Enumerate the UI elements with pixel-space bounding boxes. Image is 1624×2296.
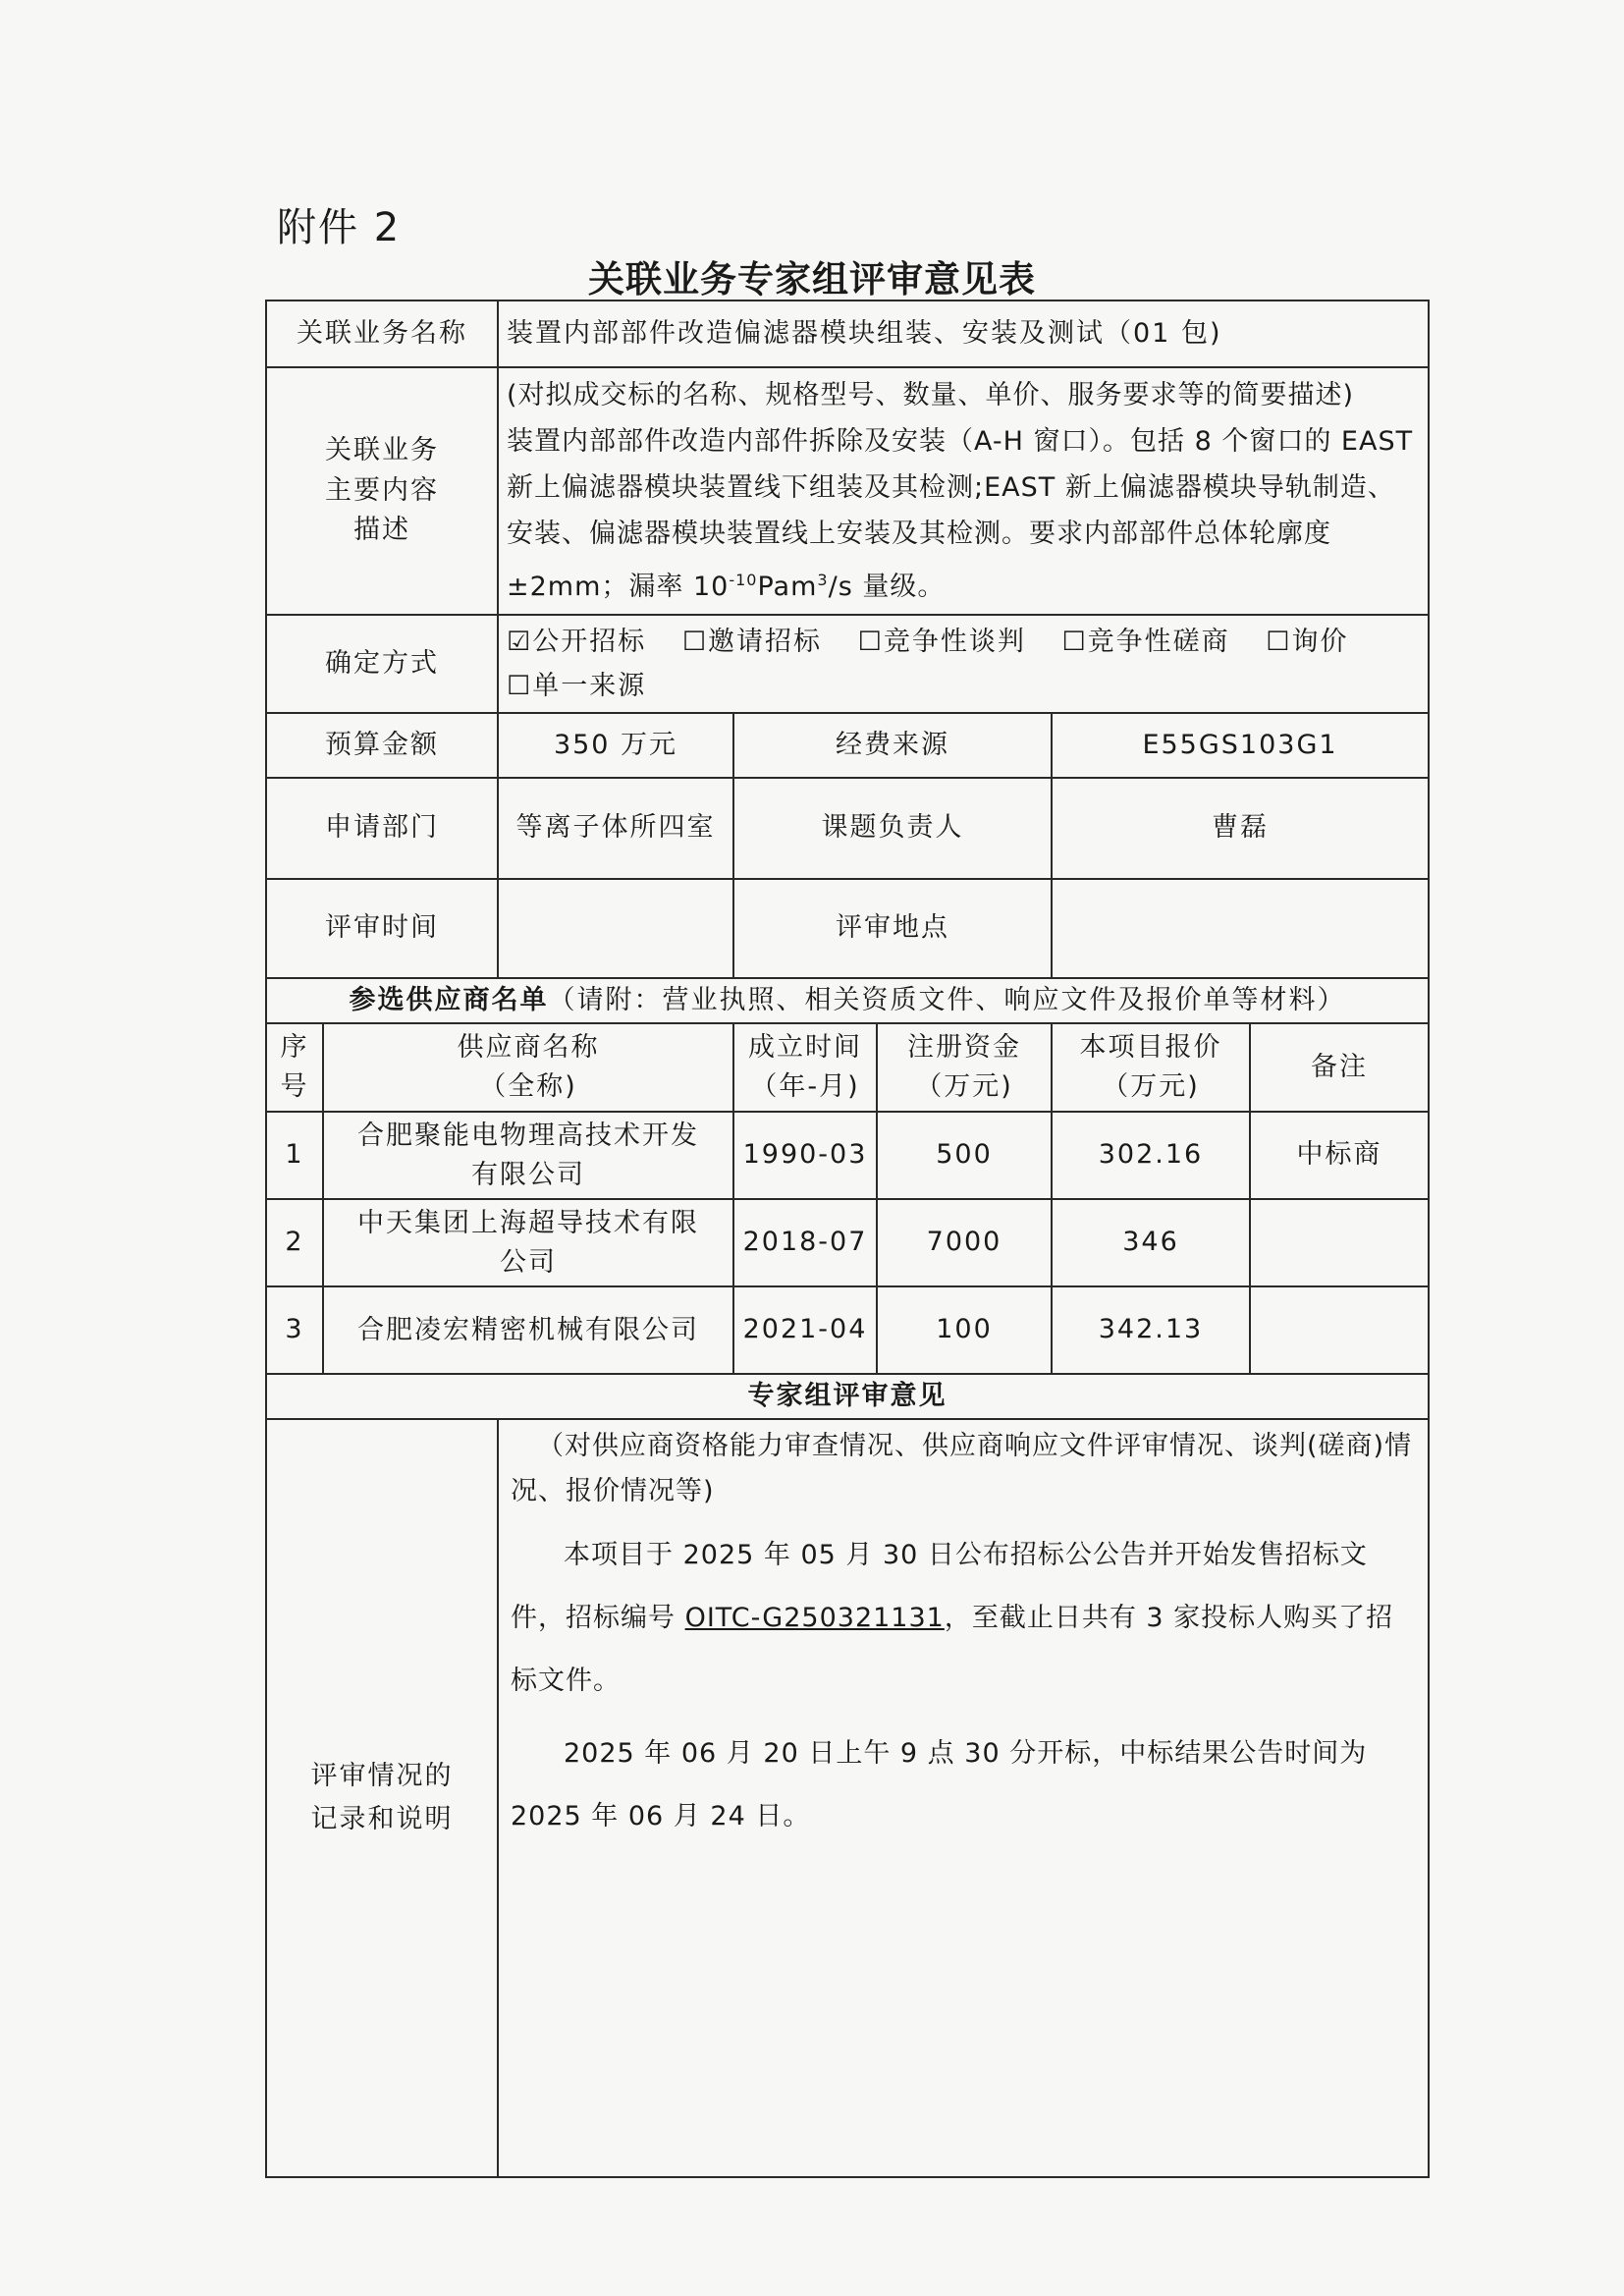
department-value: 等离子体所四室 — [498, 778, 733, 879]
method-option-single-source[interactable]: ☐单一来源 — [507, 664, 646, 708]
business-name-row — [266, 301, 1429, 367]
supplier-name: 中天集团上海超导技术有限公司 — [323, 1199, 733, 1286]
method-option-invite[interactable]: ☐邀请招标 — [682, 620, 822, 664]
department-label: 申请部门 — [266, 778, 498, 879]
business-name-label: 关联业务名称 — [266, 301, 498, 367]
checkbox-empty-icon: ☐ — [507, 671, 533, 701]
method-option-inquiry[interactable]: ☐询价 — [1266, 620, 1348, 664]
supplier-name: 合肥聚能电物理高技术开发有限公司 — [323, 1112, 733, 1199]
checkbox-empty-icon: ☐ — [681, 627, 709, 657]
content-label: 关联业务主要内容描述 — [266, 367, 498, 615]
col-header-founded: 成立时间 （年-月) — [733, 1023, 877, 1112]
funding-label: 经费来源 — [733, 713, 1052, 778]
leader-value: 曹磊 — [1052, 778, 1429, 879]
col-header-remark: 备注 — [1250, 1023, 1429, 1112]
budget-row — [266, 713, 1429, 778]
supplier-founded: 1990-03 — [733, 1112, 877, 1199]
method-row — [266, 615, 1429, 713]
method-label: 确定方式 — [266, 615, 498, 713]
supplier-capital: 7000 — [877, 1199, 1052, 1286]
table-row — [266, 1199, 1429, 1286]
content-description — [498, 367, 1429, 615]
supplier-founded: 2018-07 — [733, 1199, 877, 1286]
opinion-label: 评审情况的记录和说明 — [266, 1419, 498, 2177]
content-row — [266, 367, 1429, 615]
supplier-remark: 中标商 — [1250, 1112, 1429, 1199]
checkbox-empty-icon: ☐ — [1266, 627, 1292, 657]
opinion-paragraph-2: 2025 年 06 月 20 日上午 9 点 30 分开标，中标结果公告时间为 2025 年 06 月 24 日。 — [511, 1738, 1368, 1831]
col-header-name: 供应商名称 （全称) — [323, 1023, 733, 1112]
supplier-no: 2 — [266, 1199, 323, 1286]
opinion-paragraph-1: 本项目于 2025 年 05 月 30 日公布招标公公告并开始发售招标文件，招标编号 OITC-G250321131，至截止日共有 3 家投标人购买了招标文件。 — [511, 1540, 1394, 1696]
table-row — [266, 1286, 1429, 1374]
checkbox-checked-icon: ☑ — [507, 627, 533, 657]
business-name-value: 装置内部部件改造偏滤器模块组装、安装及测试（01 包) — [498, 301, 1429, 367]
document-title: 关联业务专家组评审意见表 — [588, 258, 1036, 301]
opinion-section-title: 专家组评审意见 — [266, 1374, 1429, 1419]
supplier-remark — [1250, 1286, 1429, 1374]
col-header-quote: 本项目报价 （万元) — [1052, 1023, 1250, 1112]
supplier-quote: 302.16 — [1052, 1112, 1250, 1199]
supplier-capital: 100 — [877, 1286, 1052, 1374]
supplier-no: 3 — [266, 1286, 323, 1374]
supplier-section-title: 参选供应商名单 — [349, 985, 549, 1015]
method-option-negotiation[interactable]: ☐竞争性谈判 — [858, 620, 1026, 664]
supplier-name: 合肥凌宏精密机械有限公司 — [323, 1286, 733, 1374]
opinion-row — [266, 1419, 1429, 2177]
review-time-label: 评审时间 — [266, 879, 498, 978]
review-place-label: 评审地点 — [733, 879, 1052, 978]
supplier-header-row — [266, 1023, 1429, 1112]
opinion-hint: （对供应商资格能力审查情况、供应商响应文件评审情况、谈判(磋商)情况、报价情况等) — [511, 1431, 1413, 1506]
supplier-capital: 500 — [877, 1112, 1052, 1199]
funding-value: E55GS103G1 — [1052, 713, 1429, 778]
supplier-section-note: （请附：营业执照、相关资质文件、响应文件及报价单等材料） — [548, 985, 1346, 1015]
annex-label: 附件 2 — [277, 205, 402, 250]
checkbox-empty-icon: ☐ — [1061, 627, 1088, 657]
method-option-public[interactable]: ☑公开招标 — [507, 620, 646, 664]
method-options — [498, 615, 1429, 713]
col-header-capital: 注册资金 （万元) — [877, 1023, 1052, 1112]
opinion-section-row — [266, 1374, 1429, 1419]
supplier-quote: 346 — [1052, 1199, 1250, 1286]
review-time-row — [266, 879, 1429, 978]
table-row — [266, 1112, 1429, 1199]
supplier-no: 1 — [266, 1112, 323, 1199]
department-row — [266, 778, 1429, 879]
supplier-section-heading — [266, 978, 1429, 1023]
supplier-remark — [1250, 1199, 1429, 1286]
col-header-no: 序号 — [266, 1023, 323, 1112]
checkbox-empty-icon: ☐ — [857, 627, 884, 657]
supplier-section-row — [266, 978, 1429, 1023]
method-option-consultation[interactable]: ☐竞争性磋商 — [1061, 620, 1229, 664]
review-form-table — [265, 300, 1430, 2178]
content-hint: (对拟成交标的名称、规格型号、数量、单价、服务要求等的简要描述) — [507, 380, 1355, 410]
budget-label: 预算金额 — [266, 713, 498, 778]
supplier-founded: 2021-04 — [733, 1286, 877, 1374]
content-text: 装置内部部件改造内部件拆除及安装（A-H 窗口）。包括 8 个窗口的 EAST 新上偏滤器模块装置线下组装及其检测;EAST 新上偏滤器模块导轨制造、安装、偏滤器模块装置线上安装及其检测。要求内部部件总体轮廓度±2mm；漏率 $10^{-10}Pam^3/s$ 量级。 — [507, 426, 1414, 602]
review-time-value — [498, 879, 733, 978]
supplier-quote: 342.13 — [1052, 1286, 1250, 1374]
tender-number: OITC-G250321131 — [684, 1603, 945, 1633]
budget-value: 350 万元 — [498, 713, 733, 778]
review-place-value — [1052, 879, 1429, 978]
opinion-content — [498, 1419, 1429, 2177]
leader-label: 课题负责人 — [733, 778, 1052, 879]
